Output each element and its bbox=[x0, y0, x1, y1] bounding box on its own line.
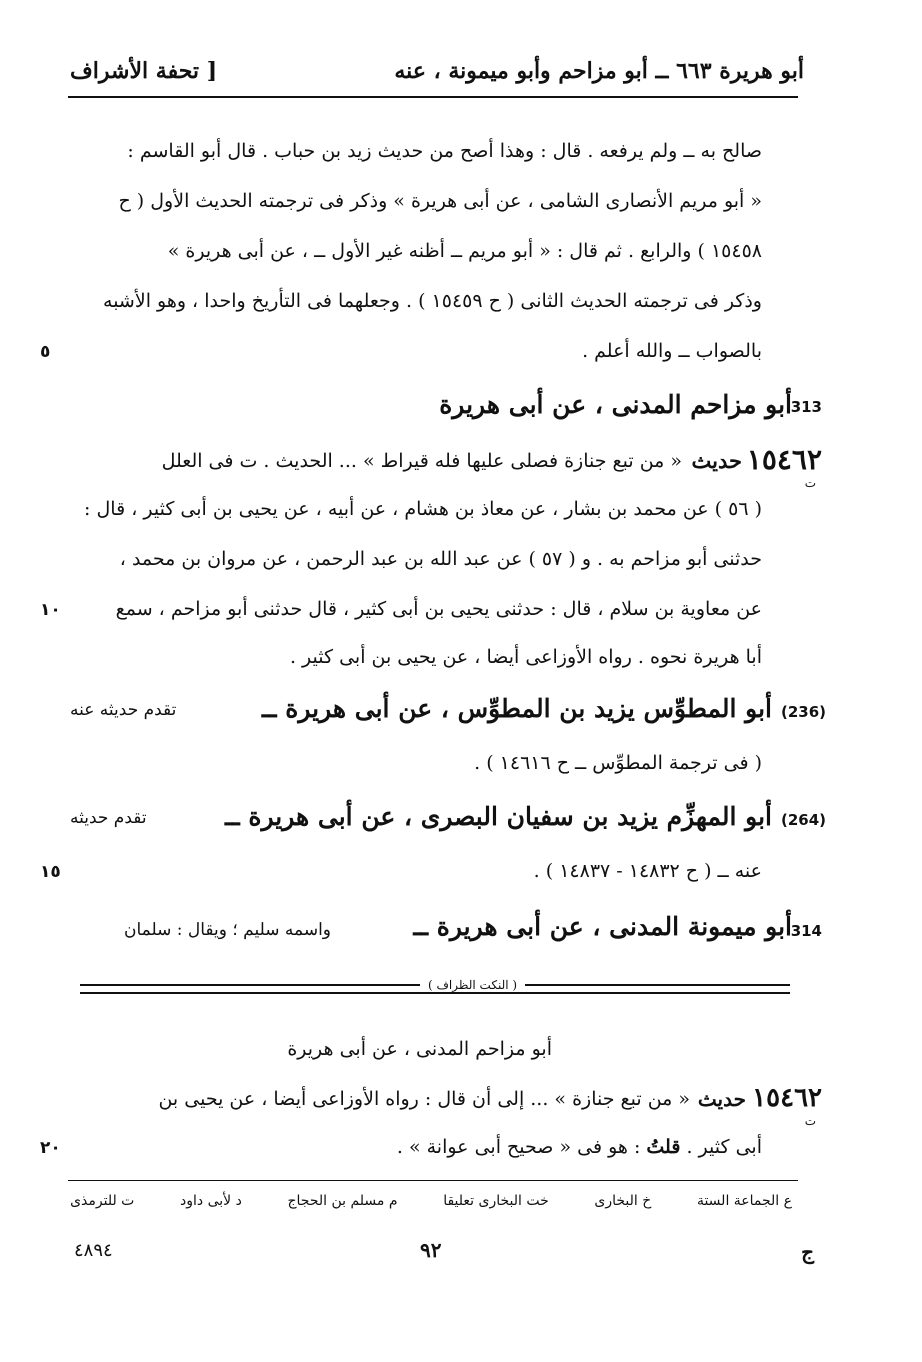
nukat-line: « من تبع جنازة » ... إلى أن قال : رواه الأوزاعى أيضا ، عن يحيى بن bbox=[158, 1088, 690, 1110]
header-rule bbox=[68, 96, 798, 98]
body-line-5: بالصواب ــ والله أعلم . bbox=[582, 340, 762, 362]
entry-line: عن معاوية بن سلام ، قال : حدثنى يحيى بن أبى كثير ، قال حدثنى أبو مزاحم ، سمع bbox=[115, 598, 762, 620]
nukat-text: : هو فى « صحيح أبى عوانة » . bbox=[396, 1136, 641, 1158]
entry-title: أبو ميمونة المدنى ، عن أبى هريرة ــ bbox=[413, 912, 792, 941]
margin-number: ٢٠ bbox=[40, 1138, 61, 1158]
abbr-item: ت للترمذى bbox=[70, 1193, 135, 1209]
margin-number: ٥ bbox=[40, 342, 51, 362]
hadith-label: حديث bbox=[691, 448, 742, 473]
body-line-2: « أبو مريم الأنصارى الشامى ، عن أبى هريرة » وذكر فى ترجمته الحديث الأول ( ح bbox=[118, 190, 762, 212]
hadith-number: ١٥٤٦٢ bbox=[746, 443, 822, 476]
abbr-item: خ البخارى bbox=[594, 1193, 652, 1209]
footer-rule bbox=[68, 1180, 798, 1181]
hadith-number: ١٥٤٦٢ bbox=[752, 1083, 822, 1113]
nukat-qultu: قلتُ bbox=[646, 1136, 681, 1158]
entry-line: عنه ــ ( ح ١٤٨٣٢ - ١٤٨٣٧ ) . bbox=[533, 860, 762, 882]
nukat-line bbox=[397, 1136, 762, 1158]
divider-label: ( النكت الظراف ) bbox=[420, 978, 525, 992]
abbr-item: ع الجماعة الستة bbox=[696, 1193, 792, 1209]
hadith-sigla: ت bbox=[804, 1114, 816, 1128]
nukat-text: أبى كثير . bbox=[686, 1136, 762, 1158]
entry-number: (236) bbox=[780, 703, 826, 721]
book-title: [ تحفة الأشراف bbox=[70, 58, 218, 84]
entry-title: أبو المطوِّس يزيد بن المطوِّس ، عن أبى هريرة ــ bbox=[261, 694, 772, 723]
body-line-3: ١٥٤٥٨ ) والرابع . ثم قال : « أبو مريم ــ أظنه غير الأول ــ ، عن أبى هريرة » bbox=[167, 240, 762, 262]
hadith-sigla: ت bbox=[804, 476, 816, 490]
entry-line: أبا هريرة نحوه . رواه الأوزاعى أيضا ، عن يحيى بن أبى كثير . bbox=[289, 646, 762, 668]
nukat-heading: أبو مزاحم المدنى ، عن أبى هريرة bbox=[287, 1038, 552, 1060]
entry-line: حدثنى أبو مزاحم به . و ( ٥٧ ) عن عبد الله بن عبد الرحمن ، عن مروان بن محمد ، bbox=[119, 548, 762, 570]
entry-line: ( ٥٦ ) عن محمد بن بشار ، عن معاذ بن هشام ، عن أبيه ، عن يحيى بن أبى كثير ، قال : bbox=[84, 498, 762, 520]
entry-tail: واسمه سليم ؛ ويقال : سلمان bbox=[124, 920, 332, 940]
entry-number: (264) bbox=[780, 811, 826, 829]
abbr-item: خت البخارى تعليقا bbox=[443, 1193, 549, 1209]
page-number: ٩٢ bbox=[420, 1238, 442, 1262]
entry-number: 313 bbox=[790, 398, 822, 416]
abbreviations-key bbox=[70, 1193, 792, 1209]
hadith-label: حديث bbox=[697, 1087, 746, 1111]
entry-title: أبو مزاحم المدنى ، عن أبى هريرة bbox=[439, 390, 792, 419]
nukat-divider bbox=[80, 978, 790, 998]
margin-number: ١٠ bbox=[40, 600, 61, 620]
entry-tail: تقدم حديثه عنه bbox=[70, 700, 177, 720]
margin-number: ١٥ bbox=[40, 862, 61, 882]
entry-title: أبو المهزِّم يزيد بن سفيان البصرى ، عن أبى هريرة ــ bbox=[225, 802, 772, 831]
entry-line: ( فى ترجمة المطوِّس ــ ح ١٤٦١٦ ) . bbox=[474, 752, 762, 774]
footer-code: ج bbox=[801, 1240, 814, 1264]
hadith-text: « من تبع جنازة فصلى عليها فله قيراط » ... الحديث . ت فى العلل bbox=[161, 450, 682, 472]
abbr-item: م مسلم بن الحجاج bbox=[287, 1193, 398, 1209]
abbr-item: د لأبى داود bbox=[180, 1193, 242, 1209]
footer-mark: ٤٨٩٤ bbox=[74, 1240, 113, 1261]
entry-tail: تقدم حديثه bbox=[70, 808, 147, 828]
body-line-1: صالح به ــ ولم يرفعه . قال : وهذا أصح من حديث زيد بن حباب . قال أبو القاسم : bbox=[127, 140, 762, 162]
body-line-4: وذكر فى ترجمته الحديث الثانى ( ح ١٥٤٥٩ ) . وجعلهما فى التأريخ واحدا ، وهو الأشبه bbox=[103, 290, 762, 312]
running-title: أبو هريرة ٦٦٣ ــ أبو مزاحم وأبو ميمونة ، عنه bbox=[394, 58, 804, 84]
entry-number: 314 bbox=[790, 922, 822, 940]
